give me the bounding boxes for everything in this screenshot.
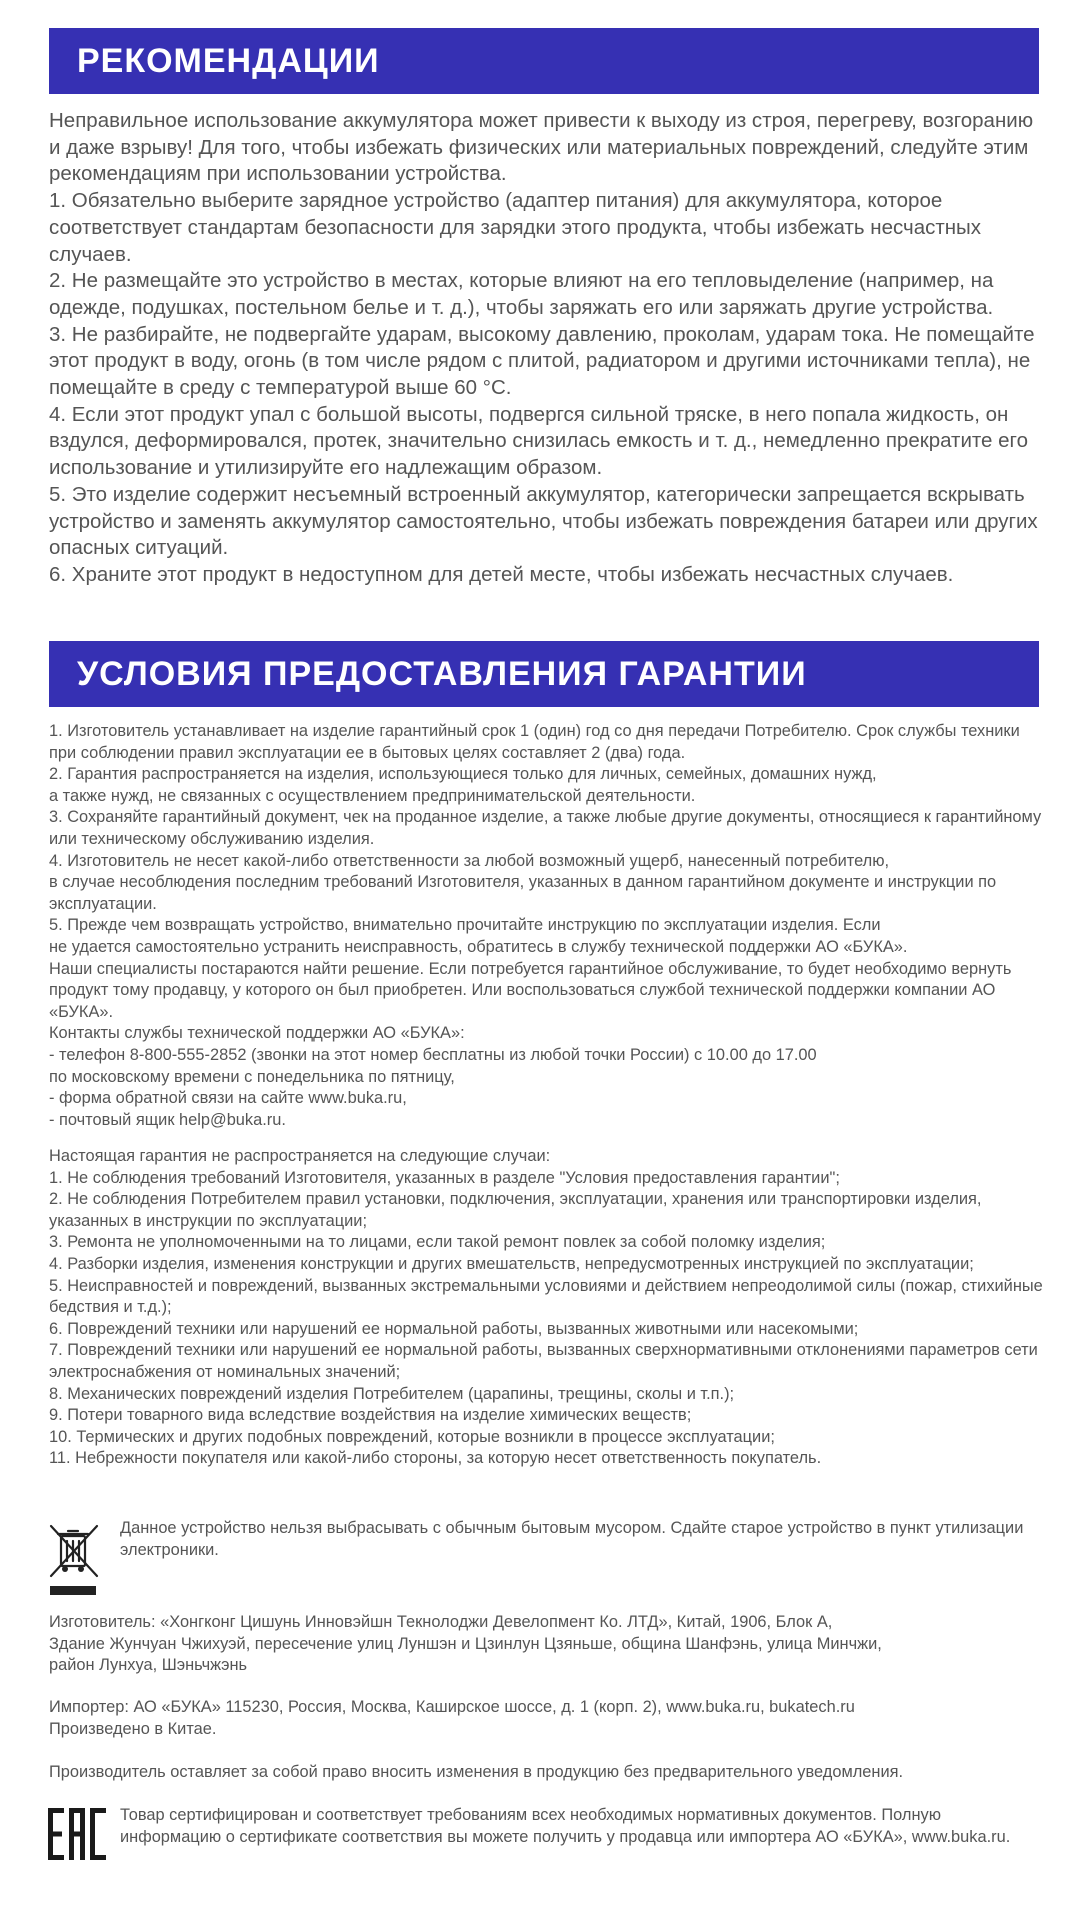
recommendation-item: 4. Если этот продукт упал с большой высоты, подвергся сильной тряске, в него попала жидкость, он вздулся, деформировался, протек, значительно снизилась емкость и т. д., немедленно прекратите его использование и утилизируйте его надлежащим образом.: [49, 402, 1028, 480]
warranty-line: в случае несоблюдения последним требований Изготовителя, указанных в данном гарантийном документе и инструкции по эксплуатации.: [49, 873, 997, 913]
exclusion-item: 2. Не соблюдения Потребителем правил установки, подключения, эксплуатации, хранения или транспортировки изделия, указанных в инструкции по эксплуатации;: [49, 1190, 982, 1230]
exclusion-item: 9. Потери товарного вида вследствие воздействия на изделие химических веществ;: [49, 1406, 692, 1425]
support-email: - почтовый ящик help@buka.ru.: [49, 1110, 286, 1129]
manufacturer-line: Изготовитель: «Хонгконг Цишунь Инновэйшн Текнолоджи Девелопмент Ко. ЛТД», Китай, 1906, Блок А,: [49, 1613, 833, 1631]
support-phone: - телефон 8-800-555-2852 (звонки на этот номер бесплатны из любой точки России) с 10.00 до 17.00: [49, 1045, 817, 1064]
warranty-line: а также нужд, не связанных с осуществлением предпринимательской деятельности.: [49, 786, 696, 805]
warranty-line: 5. Прежде чем возвращать устройство, внимательно прочитайте инструкцию по эксплуатации изделия. Если: [49, 916, 881, 935]
importer-line: Импортер: АО «БУКА» 115230, Россия, Москва, Каширское шоссе, д. 1 (корп. 2), www.buka.ru, bukatech.ru: [49, 1698, 855, 1716]
manufacturer-line: Здание Жунчуан Чжихуэй, пересечение улиц Луншэн и Цзинлун Цзяньше, община Шанфэнь, улица Минчжи,: [49, 1634, 882, 1653]
manufacturer-info: [49, 1612, 1049, 1677]
warranty-line: Наши специалисты постараются найти решение. Если потребуется гарантийное обслуживание, то будет необходимо вернуть продукт тому продавцу, у которого он был приобретен. Или воспользоваться службой технической поддержки компании АО «БУКА».: [49, 959, 1012, 1021]
exclusion-item: 4. Разборки изделия, изменения конструкции и других вмешательств, непредусмотренных инструкцией по эксплуатации;: [49, 1254, 974, 1273]
exclusions-heading: Настоящая гарантия не распространяется на следующие случаи:: [49, 1147, 551, 1165]
warranty-line: 3. Сохраняйте гарантийный документ, чек на проданное изделие, а также любые другие документы, относящиеся к гарантийному или техническому обслуживанию изделия.: [49, 808, 1042, 848]
exclusion-item: 7. Повреждений техники или нарушений ее нормальной работы, вызванных сверхнормативными отклонениями параметров сети электроснабжения от номинальных значений;: [49, 1341, 1038, 1381]
warranty-exclusions: [49, 1146, 1049, 1470]
exclusion-item: 10. Термических и других подобных повреждений, которые возникли в процессе эксплуатации;: [49, 1427, 775, 1446]
exclusion-item: 8. Механических повреждений изделия Потребителем (царапины, трещины, сколы и т.п.);: [49, 1384, 735, 1403]
warranty-terms: [49, 721, 1049, 1131]
warranty-line: не удается самостоятельно устранить неисправность, обратитесь в службу технической поддержки АО «БУКА».: [49, 937, 908, 956]
support-hours: по московскому времени с понедельника по пятницу,: [49, 1067, 455, 1086]
support-feedback-form: - форма обратной связи на сайте www.buka.ru,: [49, 1089, 407, 1108]
recommendation-item: 3. Не разбирайте, не подвергайте ударам, высокому давлению, проколам, ударам тока. Не помещайте этот продукт в воду, огонь (в том числе рядом с плитой, радиатором и другими источниками тепла), не помещайте в среду с температурой выше 60 °С.: [49, 322, 1035, 400]
support-contacts-heading: Контакты службы технической поддержки АО «БУКА»:: [49, 1024, 465, 1043]
warranty-heading: [49, 641, 1039, 707]
crossed-bin-icon: [48, 1522, 100, 1597]
exclusion-item: 11. Небрежности покупателя или какой-либо стороны, за которую несет ответственность покупатель.: [49, 1449, 822, 1468]
eac-logo-icon: [48, 1808, 106, 1860]
warranty-line: 1. Изготовитель устанавливает на изделие гарантийный срок 1 (один) год со дня передачи Потребителю. Срок службы техники при соблюдении правил эксплуатации ее в бытовых целях составляет 2 (два) года.: [49, 722, 1020, 762]
disposal-notice: Данное устройство нельзя выбрасывать с обычным бытовым мусором. Сдайте старое устройство в пункт утилизации электроники.: [120, 1519, 1024, 1559]
warranty-line: 2. Гарантия распространяется на изделия, использующиеся только для личных, семейных, домашних нужд,: [49, 765, 877, 784]
exclusion-item: 3. Ремонта не уполномоченными на то лицами, если такой ремонт повлек за собой поломку изделия;: [49, 1233, 826, 1252]
exclusion-item: 6. Повреждений техники или нарушений ее нормальной работы, вызванных животными или насекомыми;: [49, 1319, 859, 1338]
importer-info: [49, 1697, 1049, 1740]
recommendation-item: 6. Храните этот продукт в недоступном для детей месте, чтобы избежать несчастных случаев.: [49, 562, 954, 586]
recommendations-title: РЕКОМЕНДАЦИИ: [77, 41, 380, 80]
recommendation-item: 1. Обязательно выберите зарядное устройство (адаптер питания) для аккумулятора, которое соответствует стандартам безопасности для зарядки этого продукта, чтобы избежать несчастных случаев.: [49, 189, 982, 266]
recommendations-heading: [49, 28, 1039, 94]
exclusion-item: 1. Не соблюдения требований Изготовителя, указанных в разделе "Условия предоставления гарантии";: [49, 1168, 840, 1187]
warranty-line: 4. Изготовитель не несет какой-либо ответственности за любой возможный ущерб, нанесенный потребителю,: [49, 851, 890, 870]
recommendation-item: 5. Это изделие содержит несъемный встроенный аккумулятор, категорически запрещается вскрывать устройство и заменять аккумулятор самостоятельно, чтобы избежать повреждения батареи или других опасных ситуаций.: [49, 482, 1038, 560]
recommendation-item: 2. Не размещайте это устройство в местах, которые влияют на его тепловыделение (например, на одежде, подушках, постельном белье и т. д.), чтобы заряжать его или заряжать другие устройства.: [49, 269, 994, 319]
exclusion-item: 5. Неисправностей и повреждений, вызванных экстремальными условиями и действием непреодолимой силы (пожар, стихийные бедствия и т.д.);: [49, 1276, 1043, 1317]
recommendations-intro: Неправильное использование аккумулятора может привести к выходу из строя, перегреву, возгоранию и даже взрыву! Для того, чтобы избежать физических или материальных повреждений, следуйте этим рекомендациям при использовании устройства.: [49, 109, 1034, 186]
certification-notice: Товар сертифицирован и соответствует требованиям всех необходимых нормативных документов. Полную информацию о сертификате соответствия вы можете получить у продавца или импортера АО «БУКА», www.buka.ru.: [120, 1806, 1011, 1846]
manufacturer-line: район Лунхуа, Шэньчжэнь: [49, 1656, 248, 1675]
warranty-title: УСЛОВИЯ ПРЕДОСТАВЛЕНИЯ ГАРАНТИИ: [77, 654, 807, 693]
rights-notice: [49, 1762, 1049, 1784]
rights-text: Производитель оставляет за собой право вносить изменения в продукцию без предварительного уведомления.: [49, 1763, 904, 1781]
recommendations-text: [49, 108, 1049, 589]
origin-line: Произведено в Китае.: [49, 1719, 217, 1738]
